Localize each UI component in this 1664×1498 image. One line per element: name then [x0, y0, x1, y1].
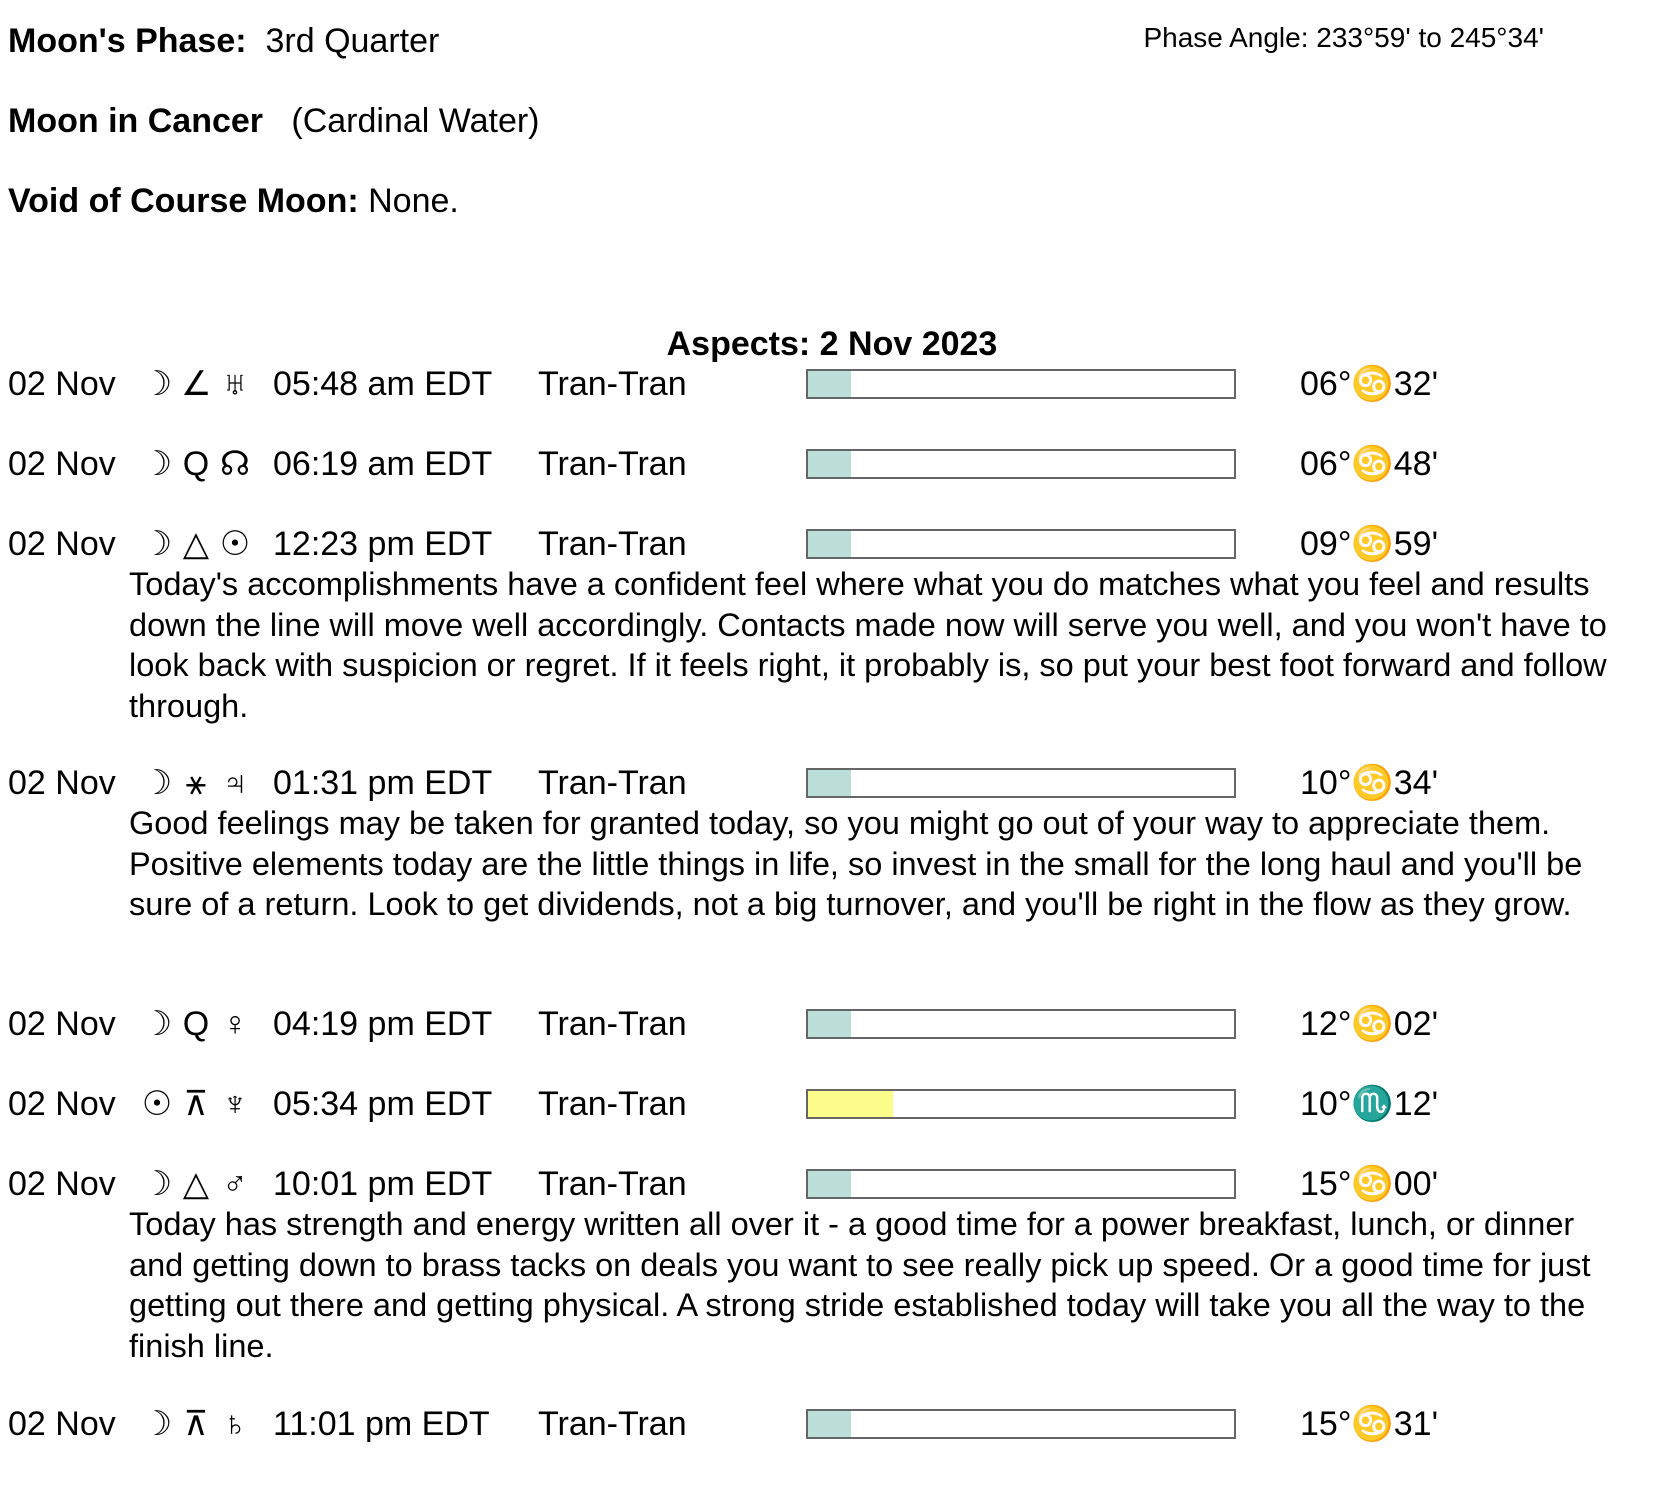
aspect-line [0, 1404, 1664, 1444]
aspect-row [0, 524, 1664, 726]
aspect-row [0, 763, 1664, 925]
aspect-date: 02 Nov [8, 1165, 116, 1203]
aspect-date: 02 Nov [8, 1405, 116, 1443]
aspect-interpretation: Today's accomplishments have a confident feel where what you do matches what you feel and results down the line will move well accordingly. Contacts made now will serve you well, and you won't have to look back with suspicion or regret. If it feels right, it probably is, so put your best foot forward and follow through. [129, 566, 1607, 724]
aspect-line [0, 1164, 1664, 1204]
strength-bar [806, 369, 1236, 399]
planet1-glyph: ☽ [141, 365, 173, 403]
aspect-date: 02 Nov [8, 764, 116, 802]
moon-phase [8, 22, 439, 61]
aspect-glyph: ∠ [181, 365, 212, 403]
aspect-glyph: ⊼ [183, 1405, 209, 1443]
aspect-type: Tran-Tran [538, 365, 687, 403]
planet1-glyph: ☽ [141, 764, 173, 802]
aspect-row [0, 1004, 1664, 1044]
moon-phase-value: 3rd Quarter [265, 22, 440, 60]
strength-bar [806, 768, 1236, 798]
strength-fill [808, 371, 851, 397]
planet2-glyph: ♂ [222, 1165, 248, 1203]
aspect-time: 12:23 pm EDT [273, 525, 493, 563]
aspect-time: 04:19 pm EDT [273, 1005, 493, 1043]
aspect-position: 09°♋59' [1300, 525, 1439, 563]
voc-label: Void of Course Moon: [8, 182, 359, 220]
planet1-glyph: ☽ [141, 1005, 173, 1043]
aspect-glyph: △ [182, 1165, 210, 1203]
aspect-position: 15°♋31' [1300, 1405, 1439, 1443]
aspect-line [0, 1084, 1664, 1124]
planet2-glyph: ☉ [219, 525, 251, 563]
voc-value: None. [368, 182, 459, 220]
planet2-glyph: ♄ [222, 1405, 248, 1443]
strength-bar [806, 1409, 1236, 1439]
aspect-position: 10°♏12' [1300, 1085, 1439, 1123]
strength-fill [808, 451, 851, 477]
aspect-line [0, 1004, 1664, 1044]
aspect-glyph: ⊼ [183, 1085, 209, 1123]
aspect-row [0, 1164, 1664, 1366]
aspect-glyph: △ [182, 525, 210, 563]
strength-bar [806, 529, 1236, 559]
aspect-position: 06°♋48' [1300, 445, 1439, 483]
aspect-position: 06°♋32' [1300, 365, 1439, 403]
phase-angle: Phase Angle: 233°59' to 245°34' [1143, 22, 1544, 53]
planet2-glyph: ♅ [222, 365, 248, 403]
aspect-type: Tran-Tran [538, 764, 687, 802]
aspect-line [0, 763, 1664, 803]
moon-sign [8, 102, 540, 141]
aspect-line [0, 444, 1664, 484]
strength-fill [808, 531, 851, 557]
aspect-type: Tran-Tran [538, 1405, 687, 1443]
aspect-date: 02 Nov [8, 1085, 116, 1123]
aspect-type: Tran-Tran [538, 1005, 687, 1043]
aspect-date: 02 Nov [8, 1005, 116, 1043]
planet1-glyph: ☽ [141, 525, 173, 563]
planet2-glyph: ♀ [222, 1005, 248, 1043]
aspect-interpretation: Today has strength and energy written all over it - a good time for a power breakfast, lunch, or dinner and getting down to brass tacks on deals you want to see really pick up speed. Or a good time for just getting out there and getting physical. A strong stride established today will take you all the way to the finish line. [129, 1206, 1591, 1364]
moon-sign-label: Moon in Cancer [8, 102, 264, 140]
aspect-position: 15°♋00' [1300, 1165, 1439, 1203]
strength-fill [808, 1411, 851, 1437]
aspects-title: Aspects: 2 Nov 2023 [666, 325, 998, 363]
aspect-position: 10°♋34' [1300, 764, 1439, 802]
strength-fill [808, 1171, 851, 1197]
planet2-glyph: ☊ [219, 445, 251, 483]
aspect-time: 06:19 am EDT [273, 445, 493, 483]
aspect-row [0, 1404, 1664, 1444]
moon-phase-label: Moon's Phase: [8, 22, 247, 60]
aspect-glyph: Q [182, 1005, 210, 1043]
void-of-course [8, 182, 459, 221]
planet1-glyph: ☽ [141, 1405, 173, 1443]
planet2-glyph: ♃ [222, 764, 248, 802]
aspect-glyph: ⚹ [185, 764, 207, 802]
strength-bar [806, 1169, 1236, 1199]
planet2-glyph: ♆ [222, 1085, 248, 1123]
planet1-glyph: ☉ [141, 1085, 173, 1123]
aspect-line [0, 524, 1664, 564]
aspect-type: Tran-Tran [538, 445, 687, 483]
aspect-position: 12°♋02' [1300, 1005, 1439, 1043]
aspect-time: 01:31 pm EDT [273, 764, 493, 802]
planet1-glyph: ☽ [141, 1165, 173, 1203]
aspect-time: 05:34 pm EDT [273, 1085, 493, 1123]
aspect-line [0, 364, 1664, 404]
aspect-row [0, 444, 1664, 484]
aspect-type: Tran-Tran [538, 525, 687, 563]
planet1-glyph: ☽ [141, 445, 173, 483]
aspect-type: Tran-Tran [538, 1085, 687, 1123]
strength-fill [808, 1091, 893, 1117]
strength-bar [806, 1089, 1236, 1119]
aspect-date: 02 Nov [8, 525, 116, 563]
aspect-date: 02 Nov [8, 365, 116, 403]
strength-fill [808, 770, 851, 796]
aspect-row [0, 364, 1664, 404]
aspect-time: 05:48 am EDT [273, 365, 493, 403]
strength-bar [806, 449, 1236, 479]
aspect-time: 11:01 pm EDT [273, 1405, 490, 1443]
moon-sign-detail: (Cardinal Water) [291, 102, 540, 140]
aspect-date: 02 Nov [8, 445, 116, 483]
aspect-time: 10:01 pm EDT [273, 1165, 493, 1203]
aspect-glyph: Q [182, 445, 210, 483]
strength-bar [806, 1009, 1236, 1039]
aspect-row [0, 1084, 1664, 1124]
aspect-type: Tran-Tran [538, 1165, 687, 1203]
aspect-interpretation: Good feelings may be taken for granted today, so you might go out of your way to appreciate them. Positive elements today are the little things in life, so invest in the small for the long haul and you'll be sure of a return. Look to get dividends, not a big turnover, and you'll be right in the flow as they grow. [129, 805, 1583, 922]
strength-fill [808, 1011, 851, 1037]
